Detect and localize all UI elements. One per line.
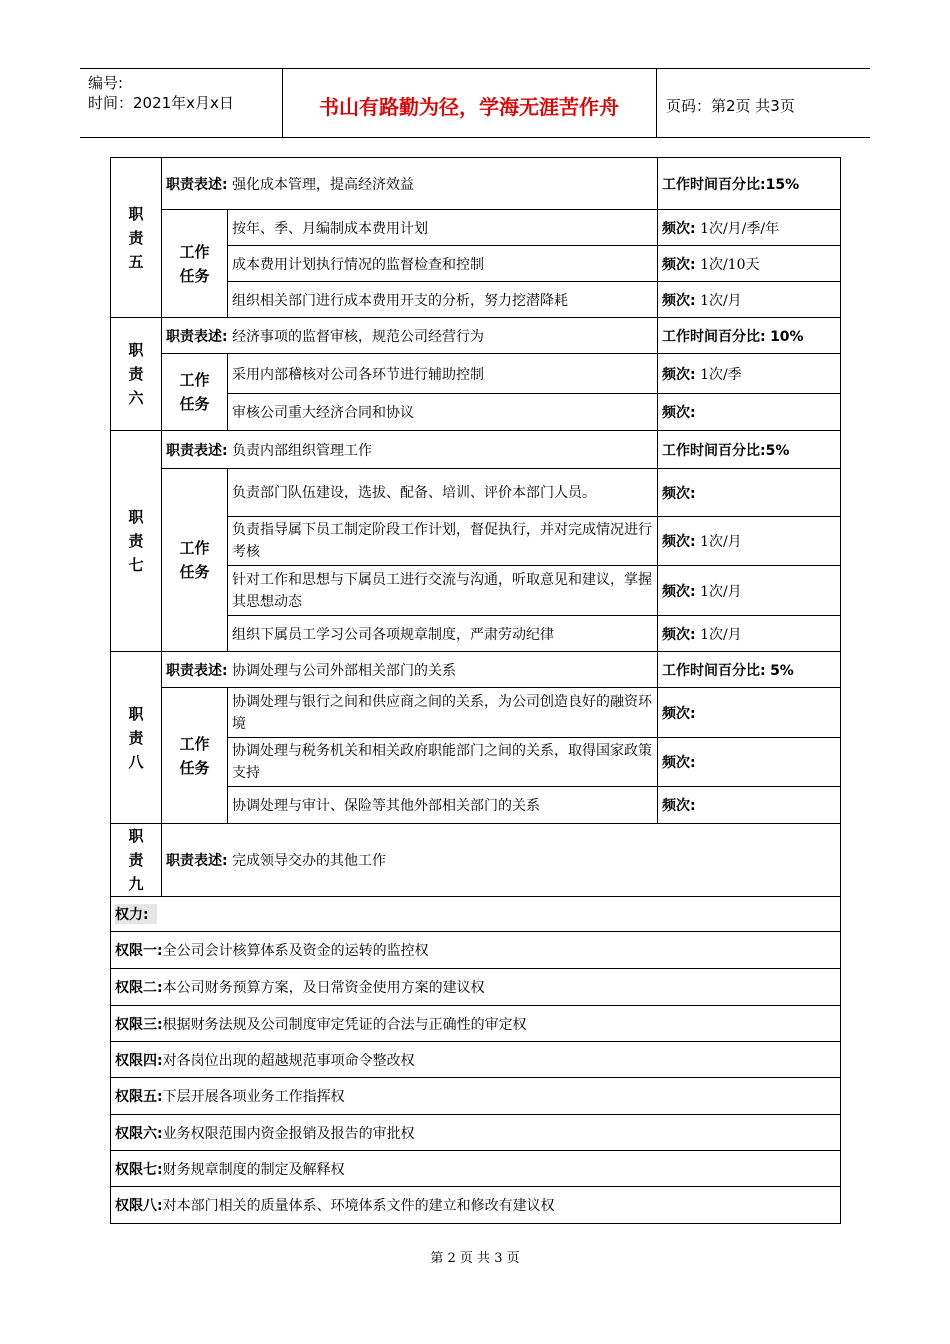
duty-desc-cell: [162, 431, 658, 469]
power-text: 对本部门相关的质量体系、环境体系文件的建立和修改有建议权: [162, 1198, 555, 1214]
power-text: 财务规章制度的制定及解释权: [162, 1161, 345, 1178]
percent-value: 5%: [765, 442, 790, 459]
freq-cell: [658, 688, 841, 738]
power-label: 权限一:: [115, 943, 163, 959]
desc-label: 职责表述:: [166, 176, 228, 193]
power-text: 业务权限范围内资金报销及报告的审批权: [162, 1125, 415, 1142]
duty-desc-cell: [162, 318, 658, 354]
time-label: 时间：2021年x月x日: [88, 94, 234, 112]
percent-label: 工作时间百分比:: [662, 662, 766, 679]
task-text: 负责指导属下员工制定阶段工作计划，督促执行，并对完成情况进行考核: [228, 517, 658, 566]
power-cell: [111, 932, 841, 969]
power-cell: [111, 1115, 841, 1151]
freq-label: 频次:: [662, 626, 696, 643]
freq-value: 1次/季: [700, 366, 742, 383]
power-label: 权限五:: [115, 1089, 163, 1105]
freq-label: 频次:: [662, 705, 696, 722]
percent-cell: [658, 318, 841, 354]
power-text: 根据财务法规及公司制度审定凭证的合法与正确性的审定权: [162, 1016, 527, 1033]
percent-value: 10%: [770, 328, 804, 345]
task-row: [111, 210, 841, 246]
page-header: [80, 68, 870, 138]
header-motto: 书山有路勤为径，学海无涯苦作舟: [319, 95, 619, 119]
power-cell: [111, 1151, 841, 1187]
freq-cell: [658, 566, 841, 616]
duty-desc-cell: [162, 652, 658, 688]
duty-desc: 经济事项的监督审核，规范公司经营行为: [232, 328, 485, 345]
task-text: 组织下属员工学习公司各项规章制度，严肃劳动纪律: [228, 616, 658, 652]
code-label: 编号:: [88, 74, 124, 92]
task-label: 工作任务: [162, 354, 228, 431]
header-page-number: 页码：第2页 共3页: [666, 97, 795, 115]
duty-row: [111, 824, 841, 897]
freq-value: 1次/月/季/年: [700, 220, 780, 237]
power-row: [111, 1115, 841, 1151]
duty-table: [110, 157, 841, 1224]
duty-row: [111, 652, 841, 688]
power-row: [111, 969, 841, 1006]
power-text: 下层开展各项业务工作指挥权: [162, 1089, 345, 1105]
freq-cell: [658, 517, 841, 566]
power-title-cell: [111, 897, 841, 932]
freq-label: 频次:: [662, 534, 696, 550]
task-row: [111, 469, 841, 517]
task-label: 工作任务: [162, 210, 228, 318]
duty-desc: 负责内部组织管理工作: [232, 442, 373, 459]
percent-label: 工作时间百分比:: [662, 442, 766, 459]
freq-label: 频次:: [662, 485, 696, 502]
desc-label: 职责表述:: [166, 442, 228, 459]
freq-cell: [658, 246, 841, 282]
percent-value: 15%: [765, 176, 800, 193]
duty-desc: 强化成本管理，提高经济效益: [232, 176, 415, 193]
header-meta: [88, 73, 234, 113]
task-text: 针对工作和思想与下属员工进行交流与沟通，听取意见和建议，掌握其思想动态: [228, 566, 658, 616]
freq-cell: [658, 354, 841, 394]
power-label: 权限八:: [115, 1198, 163, 1214]
power-label: 权限六:: [115, 1125, 163, 1142]
power-text: 本公司财务预算方案，及日常资金使用方案的建议权: [162, 980, 485, 996]
duty-row: [111, 158, 841, 210]
freq-label: 频次:: [662, 583, 696, 600]
duty-desc: 完成领导交办的其他工作: [232, 853, 387, 869]
freq-label: 频次:: [662, 256, 696, 273]
freq-cell: [658, 282, 841, 318]
percent-label: 工作时间百分比:: [662, 176, 766, 193]
page-footer: 第 2 页 共 3 页: [430, 1251, 520, 1266]
task-text: 成本费用计划执行情况的监督检查和控制: [228, 246, 658, 282]
duty-desc-cell: [162, 158, 658, 210]
task-text: 审核公司重大经济合同和协议: [228, 394, 658, 431]
task-text: 协调处理与税务机关和相关政府职能部门之间的关系，取得国家政策支持: [228, 738, 658, 787]
freq-cell: [658, 616, 841, 652]
percent-cell: [658, 158, 841, 210]
percent-value: 5%: [770, 662, 794, 679]
duty-desc: 协调处理与公司外部相关部门的关系: [232, 662, 457, 679]
power-label: 权限四:: [115, 1052, 163, 1069]
power-label: 权限七:: [115, 1161, 163, 1178]
duty-name: 职责八: [111, 652, 162, 824]
duty-name: 职责九: [111, 824, 162, 897]
power-text: 对各岗位出现的超越规范事项命令整改权: [162, 1052, 415, 1069]
task-text: 按年、季、月编制成本费用计划: [228, 210, 658, 246]
power-row: [111, 1187, 841, 1224]
power-title-row: [111, 897, 841, 932]
power-row: [111, 1006, 841, 1042]
power-cell: [111, 1006, 841, 1042]
percent-label: 工作时间百分比:: [662, 328, 766, 345]
freq-cell: [658, 469, 841, 517]
duty-desc-cell: [162, 824, 841, 897]
freq-cell: [658, 394, 841, 431]
freq-cell: [658, 738, 841, 787]
task-text: 组织相关部门进行成本费用开支的分析，努力挖潜降耗: [228, 282, 658, 318]
duty-name: 职责五: [111, 158, 162, 318]
task-text: 负责部门队伍建设，选拔、配备、培训、评价本部门人员。: [228, 469, 658, 517]
task-row: [111, 688, 841, 738]
freq-label: 频次:: [662, 292, 696, 309]
task-label: 工作任务: [162, 688, 228, 824]
power-row: [111, 1042, 841, 1078]
power-row: [111, 1078, 841, 1115]
power-cell: [111, 1042, 841, 1078]
percent-cell: [658, 652, 841, 688]
power-title: 权力:: [115, 904, 157, 924]
freq-cell: [658, 787, 841, 824]
freq-label: 频次:: [662, 366, 696, 383]
freq-label: 频次:: [662, 798, 696, 814]
power-row: [111, 932, 841, 969]
task-text: 采用内部稽核对公司各环节进行辅助控制: [228, 354, 658, 394]
power-row: [111, 1151, 841, 1187]
duty-name: 职责六: [111, 318, 162, 431]
task-text: 协调处理与银行之间和供应商之间的关系，为公司创造良好的融资环境: [228, 688, 658, 738]
duty-row: [111, 431, 841, 469]
freq-label: 频次:: [662, 405, 696, 421]
freq-value: 1次/10天: [700, 256, 760, 273]
task-label: 工作任务: [162, 469, 228, 652]
freq-value: 1次/月: [700, 583, 742, 600]
percent-cell: [658, 431, 841, 469]
power-cell: [111, 1187, 841, 1224]
freq-label: 频次:: [662, 220, 696, 237]
freq-value: 1次/月: [700, 534, 742, 550]
duty-row: [111, 318, 841, 354]
freq-label: 频次:: [662, 755, 696, 771]
power-label: 权限三:: [115, 1016, 163, 1033]
desc-label: 职责表述:: [166, 328, 228, 345]
power-cell: [111, 969, 841, 1006]
power-cell: [111, 1078, 841, 1115]
duty-name: 职责七: [111, 431, 162, 652]
power-text: 全公司会计核算体系及资金的运转的监控权: [162, 943, 429, 959]
power-label: 权限二:: [115, 980, 163, 996]
task-row: [111, 354, 841, 394]
header-divider: [656, 69, 657, 137]
desc-label: 职责表述:: [166, 662, 228, 679]
freq-cell: [658, 210, 841, 246]
freq-value: 1次/月: [700, 292, 742, 309]
desc-label: 职责表述:: [166, 853, 228, 869]
task-text: 协调处理与审计、保险等其他外部相关部门的关系: [228, 787, 658, 824]
freq-value: 1次/月: [700, 626, 742, 643]
